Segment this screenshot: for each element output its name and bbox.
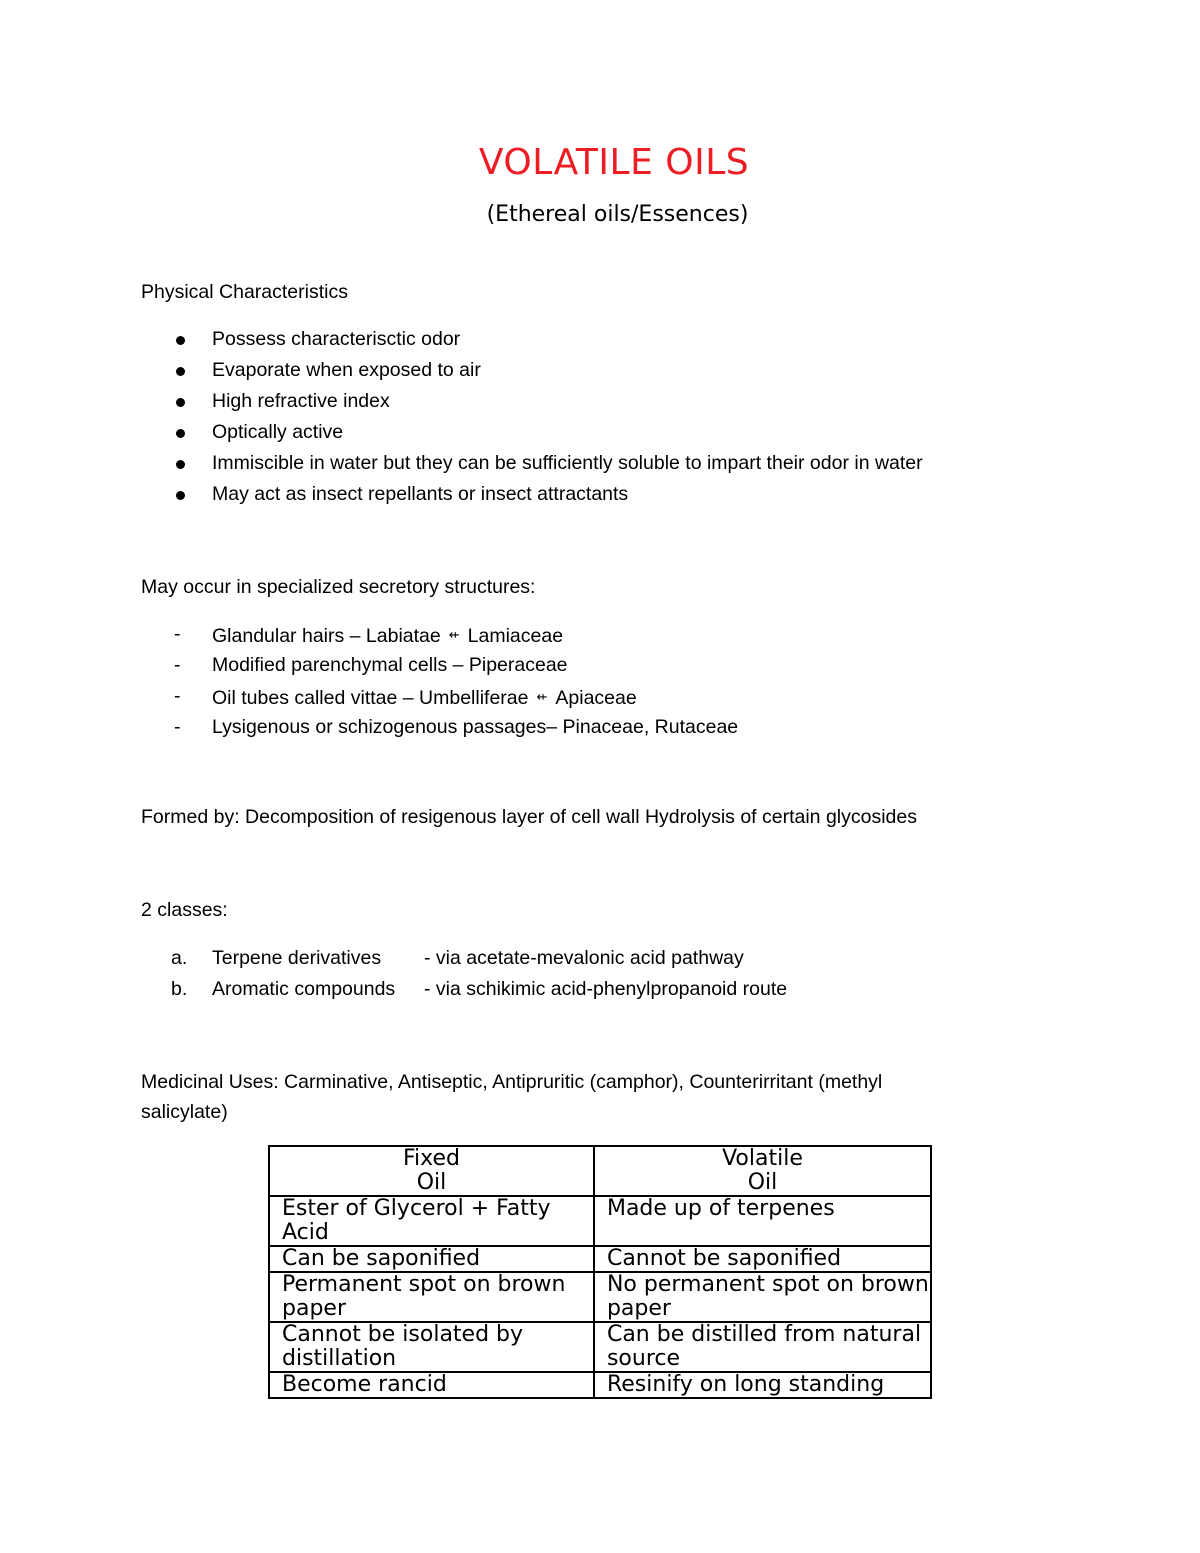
list-item: Evaporate when exposed to air: [141, 355, 923, 386]
bullet-icon: [176, 336, 185, 345]
table-row: [269, 1196, 931, 1246]
secretory-heading: May occur in specialized secretory structures:: [141, 576, 536, 598]
physical-heading: Physical Characteristics: [141, 281, 348, 303]
list-item: - Glandular hairs – Labiatae ⇷ Lamiaceae: [141, 619, 738, 650]
list-item: Possess characterisctic odor: [141, 324, 923, 355]
table-row: [269, 1372, 931, 1398]
table-row: [269, 1322, 931, 1372]
list-item: a. Terpene derivatives - via acetate-mevalonic acid pathway: [141, 943, 787, 974]
table-cell: No permanent spot on brown paper: [594, 1272, 931, 1322]
list-item: - Lysigenous or schizogenous passages– Pinaceae, Rutaceae: [141, 712, 738, 743]
list-item: b. Aromatic compounds - via schikimic acid-phenylpropanoid route: [141, 974, 787, 1005]
table-cell: Ester of Glycerol + Fatty Acid: [269, 1196, 594, 1246]
dash-marker: -: [174, 654, 181, 676]
comparison-table: [268, 1145, 932, 1399]
formed-by-text: Formed by: Decomposition of resigenous layer of cell wall Hydrolysis of certain glycosides: [141, 806, 917, 828]
dash-marker: -: [174, 685, 181, 707]
header-cell: Volatile Oil: [594, 1146, 931, 1196]
table-header-row: [269, 1146, 931, 1196]
medicinal-line-2: salicylate): [141, 1101, 228, 1123]
table-cell: Cannot be isolated by distillation: [269, 1322, 594, 1372]
table-row: [269, 1246, 931, 1272]
list-item: Immiscible in water but they can be sufficiently soluble to impart their odor in water: [141, 448, 923, 479]
bullet-icon: [176, 367, 185, 376]
classes-list: [141, 943, 787, 1005]
physical-list: [141, 324, 923, 510]
header-cell: Fixed Oil: [269, 1146, 594, 1196]
dash-marker: -: [174, 623, 181, 645]
document-title: VOLATILE OILS: [478, 142, 750, 183]
table-cell: Made up of terpenes: [594, 1196, 931, 1246]
table-cell: Can be distilled from natural source: [594, 1322, 931, 1372]
arrow-icon: ⇷: [536, 689, 548, 704]
document-subtitle: (Ethereal oils/Essences): [486, 202, 749, 227]
dash-marker: -: [174, 716, 181, 738]
bullet-icon: [176, 460, 185, 469]
list-item: Optically active: [141, 417, 923, 448]
bullet-icon: [176, 491, 185, 500]
table-cell: Become rancid: [269, 1372, 594, 1398]
table-row: [269, 1272, 931, 1322]
list-item: - Modified parenchymal cells – Piperaceae: [141, 650, 738, 681]
list-item: High refractive index: [141, 386, 923, 417]
table-cell: Permanent spot on brown paper: [269, 1272, 594, 1322]
table-cell: Resinify on long standing: [594, 1372, 931, 1398]
bullet-icon: [176, 429, 185, 438]
medicinal-line-1: Medicinal Uses: Carminative, Antiseptic, Antipruritic (camphor), Counterirritant (methyl: [141, 1071, 883, 1093]
classes-heading: 2 classes:: [141, 899, 228, 921]
list-marker: a.: [171, 947, 188, 969]
list-item: May act as insect repellants or insect attractants: [141, 479, 923, 510]
list-item: - Oil tubes called vittae – Umbelliferae ⇷ Apiaceae: [141, 681, 738, 712]
secretory-list: [141, 619, 738, 743]
arrow-icon: ⇷: [448, 627, 460, 642]
table-cell: Cannot be saponified: [594, 1246, 931, 1272]
bullet-icon: [176, 398, 185, 407]
table-cell: Can be saponified: [269, 1246, 594, 1272]
list-marker: b.: [171, 978, 188, 1000]
